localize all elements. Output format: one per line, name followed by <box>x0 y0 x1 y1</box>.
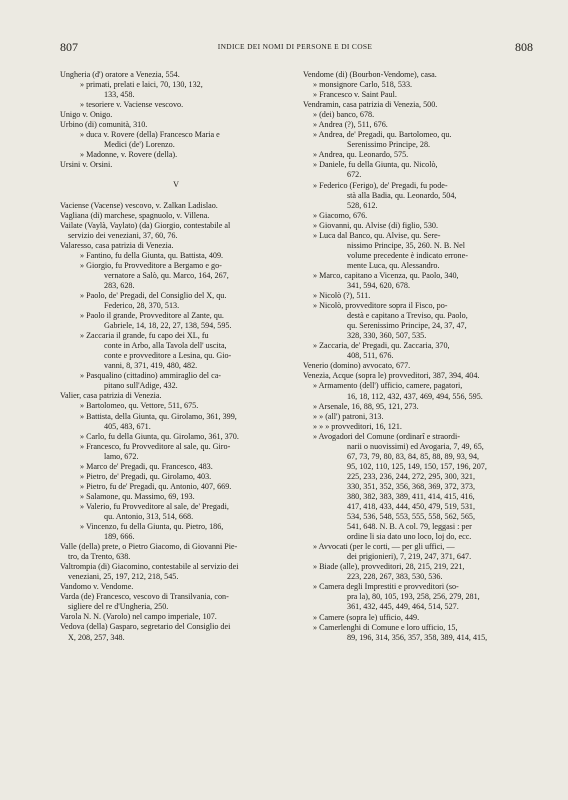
index-entry-line: » Giacomo, 676. <box>313 210 368 220</box>
index-entry-line: » » (all') patroni, 313. <box>313 411 384 421</box>
index-entry-line: » Avvocati (per le corti, — per gli uffici, — <box>313 542 455 552</box>
index-entry-line: Varda (de) Francesco, vescovo di Transilvania, con- <box>60 592 229 602</box>
index-entry-line: » Paolo il grande, Provveditore al Zante, qu. <box>80 311 224 321</box>
index-entry-line: 95, 102, 110, 125, 149, 150, 157, 196, 207, <box>347 461 487 471</box>
index-entry-line: ordine li sia dato uno loco, loj do, ecc. <box>347 532 472 542</box>
index-entry-line: » Giorgio, fu Provveditore a Bergamo e go- <box>80 260 222 270</box>
index-entry-line: 89, 196, 314, 356, 357, 358, 389, 414, 415, <box>347 632 488 642</box>
index-entry-line: » Valerio, fu Provveditore al sale, de' Pregadi, <box>80 501 229 511</box>
index-entry-line: » Avogadori del Comune (ordinarî e straordi- <box>313 431 460 441</box>
index-entry-line: » Marco, capitano a Vicenza, qu. Paolo, 340, <box>313 270 459 280</box>
index-entry-line: » Salamone, qu. Massimo, 69, 193. <box>80 491 195 501</box>
index-entry-line: » Armamento (dell') ufficio, camere, pagatori, <box>313 381 463 391</box>
index-entry-line: Valle (della) prete, o Pietro Giacomo, di Giovanni Pie- <box>60 542 238 552</box>
index-entry-line: » Nicolò, provveditore sopra il Fisco, po- <box>313 301 448 311</box>
page-number-left: 807 <box>60 40 78 54</box>
index-entry-line: 341, 594, 620, 678. <box>347 280 410 290</box>
index-entry-line: 225, 233, 236, 244, 272, 295, 300, 321, <box>347 471 475 481</box>
index-entry-line: 223, 228, 267, 383, 530, 536. <box>347 572 443 582</box>
index-entry-line: Valaresso, casa patrizia di Venezia. <box>60 240 174 250</box>
index-entry-line: » Bartolomeo, qu. Vettore, 511, 675. <box>80 401 199 411</box>
index-entry-line: » Giovanni, qu. Alvise (di) figlio, 530. <box>313 220 439 230</box>
page-number-right: 808 <box>515 40 533 54</box>
index-entry-line: Venezia, Acque (sopra le) provveditori, 387, 394, 404. <box>303 371 480 381</box>
index-entry-line: Unigo v. Onigo. <box>60 110 113 120</box>
index-entry-line: 361, 432, 445, 449, 464, 514, 527. <box>347 602 459 612</box>
index-entry-line: Valtrompia (di) Giacomino, contestabile al servizio dei <box>60 562 239 572</box>
index-entry-line: Vedova (della) Gasparo, segretario del Consiglio dei <box>60 622 231 632</box>
index-entry-line: » Andrea, de' Pregadi, qu. Bartolomeo, qu. <box>313 130 452 140</box>
index-entry-line: 16, 18, 112, 432, 437, 469, 494, 556, 595. <box>347 391 483 401</box>
index-entry-line: Vendome (di) (Bourbon-Vendome), casa. <box>303 70 437 79</box>
index-entry-line: » Paolo, de' Pregadi, del Consiglio del X, qu. <box>80 290 227 300</box>
index-entry-line: veneziani, 25, 197, 212, 218, 545. <box>68 572 179 582</box>
index-entry-line: 672. <box>347 170 362 180</box>
index-entry-line: 528, 612. <box>347 200 378 210</box>
index-entry-line: vanni, 8, 371, 419, 480, 482. <box>104 361 198 371</box>
right-index-column <box>303 70 535 643</box>
index-entry-line: » Marco de' Pregadi, qu. Francesco, 483. <box>80 461 213 471</box>
left-index-column <box>60 70 292 643</box>
index-entry-line: lamo, 672. <box>104 451 139 461</box>
index-entry-line: Vendramin, casa patrizia di Venezia, 500. <box>303 100 438 110</box>
index-entry-line: stà alla Badia, qu. Leonardo, 504, <box>347 190 457 200</box>
index-entry-line: volume precedente è indicato errone- <box>347 250 468 260</box>
index-entry-line: mente Luca, qu. Alessandro. <box>347 260 440 270</box>
index-entry-line: » Daniele, fu della Giunta, qu. Nicolò, <box>313 160 438 170</box>
index-entry-line: nissimo Principe, 35, 260. N. B. Nel <box>347 240 466 250</box>
index-entry-line: vernatore a Salò, qu. Marco, 164, 267, <box>104 270 229 280</box>
index-entry-line: 133, 458. <box>104 90 135 100</box>
index-entry-line: servizio dei veneziani, 37, 60, 76. <box>68 230 178 240</box>
index-entry-line: » Pasqualino (cittadino) ammiraglio del ca- <box>80 371 222 381</box>
index-entry-line: Ungheria (d') oratore a Venezia, 554. <box>60 70 180 79</box>
index-entry-line: tro, da Trento, 638. <box>68 552 131 562</box>
index-entry-line: Federico, 28, 370, 513. <box>104 300 180 310</box>
index-entry-line: qu. Serenissimo Principe, 24, 37, 47, <box>347 321 467 331</box>
index-entry-line: destà e capitano a Treviso, qu. Paolo, <box>347 311 468 321</box>
index-entry-line: Vaciense (Vacense) vescovo, v. Zalkan Ladislao. <box>60 200 218 210</box>
index-entry-line: » Nicolò (?), 511. <box>313 291 371 301</box>
blank-line <box>60 170 292 180</box>
index-entry-line: » Biade (alle), provveditori, 28, 215, 219, 221, <box>313 562 465 572</box>
index-entry-line: Valier, casa patrizia di Venezia. <box>60 391 162 401</box>
blank-line <box>60 191 292 201</box>
index-entry-line: » Camera degli Imprestiti e provveditori (so- <box>313 582 459 592</box>
index-entry-line: » Fantino, fu della Giunta, qu. Battista, 409. <box>80 250 224 260</box>
running-title: INDICE DEI NOMI DI PERSONE E DI COSE <box>217 42 373 51</box>
index-entry-line: conte e provveditore a Lesina, qu. Gio- <box>104 351 232 361</box>
index-entry-line: » Francesco, fu Provveditore al sale, qu. Giro- <box>80 441 231 451</box>
section-letter: V <box>173 180 179 190</box>
index-entry-line: » duca v. Rovere (della) Francesco Maria e <box>80 130 220 140</box>
index-entry-line: » Federico (Ferigo), de' Pregadi, fu pode- <box>313 180 448 190</box>
index-entry-line: » Camerlenghi di Comune e loro ufficio, 15, <box>313 622 458 632</box>
index-entry-line: » » » provveditori, 16, 121. <box>313 421 402 431</box>
index-entry-line: » Battista, della Giunta, qu. Girolamo, 361, 399, <box>80 411 237 421</box>
page-header <box>0 40 568 54</box>
index-entry-line: Urbino (di) comunità, 310. <box>60 120 148 130</box>
index-entry-line: » Luca dal Banco, qu. Alvise, qu. Sere- <box>313 230 441 240</box>
index-entry-line: 328, 330, 360, 507, 535. <box>347 331 427 341</box>
index-entry-line: 405, 483, 671. <box>104 421 151 431</box>
index-entry-line: 189, 666. <box>104 532 135 542</box>
index-entry-line: » Pietro, fu de' Pregadi, qu. Antonio, 407, 669. <box>80 481 232 491</box>
index-entry-line: » Carlo, fu della Giunta, qu. Girolamo, 361, 370. <box>80 431 239 441</box>
index-entry-line: Medici (de') Lorenzo. <box>104 140 175 150</box>
index-entry-line: Vagliana (di) marchese, spagnuolo, v. Villena. <box>60 210 210 220</box>
index-entry-line: pra la), 80, 105, 193, 258, 256, 279, 281, <box>347 592 480 602</box>
index-entry-line: dei prigionieri), 7, 219, 247, 371, 647. <box>347 552 472 562</box>
index-entry-line: 417, 418, 433, 444, 450, 479, 519, 531, <box>347 502 475 512</box>
index-entry-line: » Andrea (?), 511, 676. <box>313 120 388 130</box>
index-entry-line: » Francesco v. Saint Paul. <box>313 90 397 100</box>
index-entry-line: X, 208, 257, 348. <box>68 632 125 642</box>
index-entry-line: 67, 73, 79, 80, 83, 84, 85, 88, 89, 93, 94, <box>347 451 480 461</box>
index-entry-line: Vandomo v. Vendome. <box>60 582 134 592</box>
index-entry-line: Gabriele, 14, 18, 22, 27, 138, 594, 595. <box>104 321 232 331</box>
index-entry-line: » Camere (sopra le) ufficio, 449. <box>313 612 420 622</box>
index-entry-line: » Zaccaria, de' Pregadi, qu. Zaccaria, 370, <box>313 341 450 351</box>
index-entry-line: 534, 536, 548, 553, 555, 558, 562, 565, <box>347 512 475 522</box>
index-entry-line: 541, 648. N. B. A col. 79, leggasi : per <box>347 522 472 532</box>
index-entry-line: qu. Antonio, 313, 514, 668. <box>104 511 194 521</box>
index-entry-line: pitano sull'Adige, 432. <box>104 381 178 391</box>
index-entry-line: » monsignore Carlo, 518, 533. <box>313 80 413 90</box>
index-entry-line: 330, 351, 352, 356, 368, 369, 372, 373, <box>347 481 475 491</box>
index-entry-line: » Vincenzo, fu della Giunta, qu. Pietro, 186, <box>80 522 224 532</box>
index-entry-line: Vailate (Vaylà, Vaylato) (da) Giorgio, contestabile al <box>60 220 231 230</box>
index-entry-line: » tesoriere v. Vaciense vescovo. <box>80 100 184 110</box>
index-entry-line: Ursini v. Orsini. <box>60 160 113 170</box>
index-entry-line: » primati, prelati e laici, 70, 130, 132, <box>80 80 203 90</box>
index-entry-line: narii o nuovissimi) ed Avogaria, 7, 49, 65, <box>347 441 484 451</box>
index-entry-line: » (dei) banco, 678. <box>313 110 375 120</box>
index-entry-line: Venerio (domino) avvocato, 677. <box>303 361 411 371</box>
index-entry-line: 283, 628. <box>104 280 135 290</box>
index-entry-line: Serenissimo Principe, 28. <box>347 140 431 150</box>
index-entry-line: conte in Arbo, alla Tavola dell' uscita, <box>104 341 227 351</box>
index-entry-line: » Andrea, qu. Leonardo, 575. <box>313 150 409 160</box>
index-entry-line: » Zaccaria il grande, fu capo dei XL, fu <box>80 331 209 341</box>
index-entry-line: » Madonne, v. Rovere (della). <box>80 150 178 160</box>
index-entry-line: » Pietro, de' Pregadi, qu. Girolamo, 403. <box>80 471 212 481</box>
index-entry-line: Varola N. N. (Varolo) nel campo imperiale, 107. <box>60 612 217 622</box>
index-entry-line: » Arsenale, 16, 88, 95, 121, 273. <box>313 401 419 411</box>
index-entry-line: 380, 382, 383, 389, 411, 414, 415, 416, <box>347 491 475 501</box>
index-entry-line: sigliere del re d'Ungheria, 250. <box>68 602 169 612</box>
index-entry-line: 408, 511, 676. <box>347 351 394 361</box>
